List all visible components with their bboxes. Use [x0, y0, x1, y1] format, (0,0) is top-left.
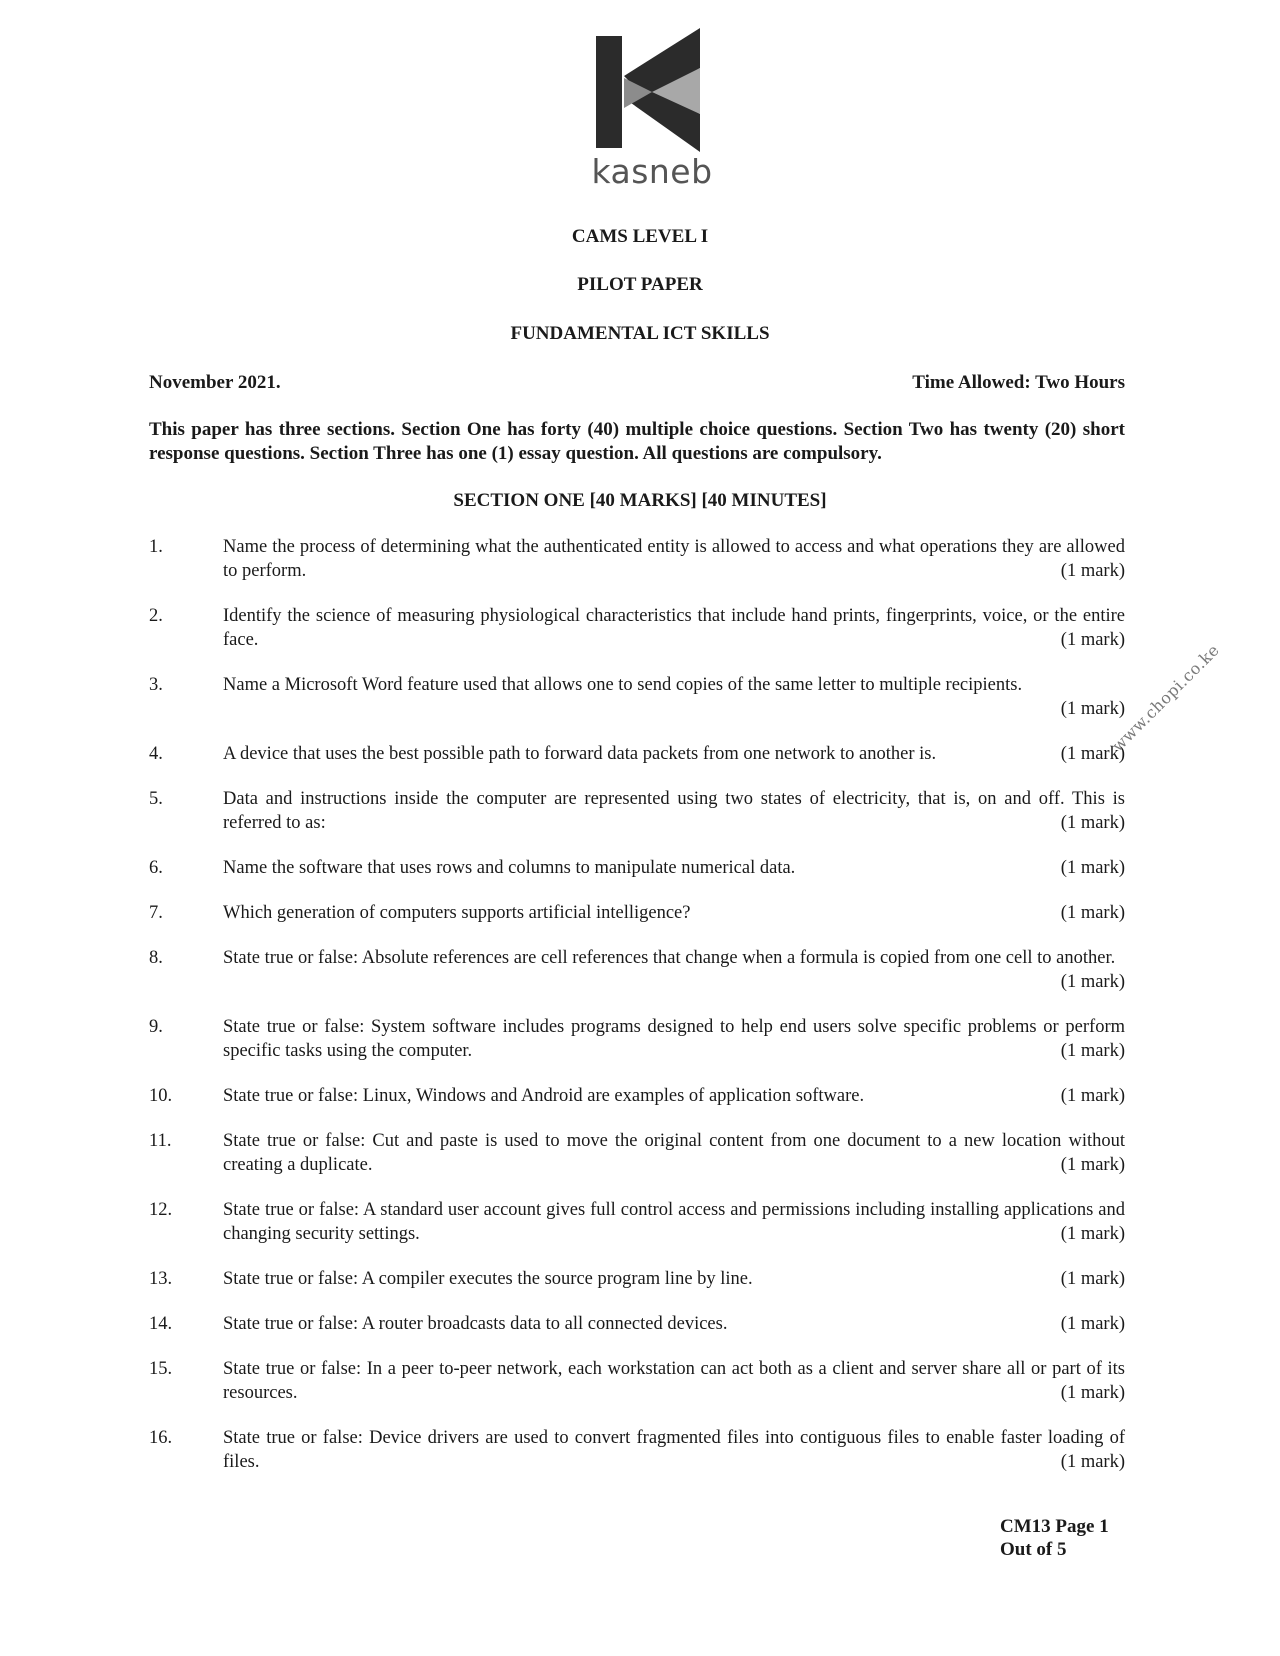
question-number: 8.: [149, 948, 163, 968]
question-text-block: [223, 1426, 1125, 1474]
question-item: [149, 535, 1125, 583]
question-text: Which generation of computers supports artificial intelligence?: [223, 903, 691, 923]
question-mark: (1 mark): [1060, 1269, 1125, 1289]
question-item: [149, 856, 1125, 880]
question-text: State true or false: A router broadcasts data to all connected devices.: [223, 1314, 728, 1334]
watermark-text: www.chopi.co.ke: [1108, 640, 1224, 756]
question-text-block: [223, 604, 1125, 652]
question-text: State true or false: A standard user account gives full control access and permissions including installing applications and changing security settings.: [223, 1200, 1125, 1244]
question-text: State true or false: Device drivers are used to convert fragmented files into contiguous files to enable faster loading of files.: [223, 1428, 1125, 1472]
question-text-block: [223, 535, 1125, 583]
question-text-block: [223, 1357, 1125, 1405]
question-number: 10.: [149, 1086, 173, 1106]
question-mark: (1 mark): [1060, 1383, 1125, 1403]
kasneb-logo: [590, 28, 714, 193]
question-item: [149, 1129, 1125, 1177]
instructions: This paper has three sections. Section One has forty (40) multiple choice questions. Section Two has twenty (20) short response questions. Section Three has one (1) essay question. All questions are compulsory.: [149, 419, 1125, 464]
question-mark: (1 mark): [1060, 1086, 1125, 1106]
question-number: 6.: [149, 858, 163, 878]
question-number: 7.: [149, 903, 163, 923]
question-text-block: [223, 1084, 1125, 1108]
question-text-block: [223, 673, 1125, 721]
question-number: 2.: [149, 606, 163, 626]
question-text: Data and instructions inside the computer are represented using two states of electricity, that is, on and off. This is referred to as:: [223, 789, 1125, 833]
question-item: [149, 787, 1125, 835]
exam-level: CAMS LEVEL I: [571, 226, 709, 247]
question-mark: (1 mark): [1060, 1224, 1125, 1244]
question-text-block: [223, 1267, 1125, 1291]
question-text: State true or false: Linux, Windows and Android are examples of application software.: [223, 1086, 865, 1106]
logo-wordmark: kasneb: [591, 152, 713, 191]
question-item: [149, 1084, 1125, 1108]
question-text: State true or false: Cut and paste is used to move the original content from one document to a new location without creating a duplicate.: [223, 1131, 1125, 1175]
question-mark: (1 mark): [1060, 1314, 1125, 1334]
question-item: [149, 604, 1125, 652]
question-item: [149, 1015, 1125, 1063]
question-item: [149, 673, 1125, 721]
question-mark: (1 mark): [1060, 699, 1125, 719]
page-total: Out of 5: [1000, 1539, 1067, 1560]
question-text-block: [223, 787, 1125, 835]
question-item: [149, 1426, 1125, 1474]
question-text-block: [223, 1312, 1125, 1336]
question-number: 14.: [149, 1314, 173, 1334]
question-text-block: [223, 1015, 1125, 1063]
question-text-block: [223, 1198, 1125, 1246]
question-text: State true or false: A compiler executes the source program line by line.: [223, 1269, 753, 1289]
question-text-block: [223, 856, 1125, 880]
question-number: 3.: [149, 675, 163, 695]
question-text: State true or false: System software includes programs designed to help end users solve specific problems or perform specific tasks using the computer.: [223, 1017, 1125, 1061]
question-item: [149, 901, 1125, 925]
question-text-block: [223, 901, 1125, 925]
question-item: [149, 946, 1125, 994]
page-number: CM13 Page 1: [1000, 1516, 1109, 1537]
question-number: 13.: [149, 1269, 173, 1289]
question-mark: (1 mark): [1060, 1155, 1125, 1175]
time-allowed: Time Allowed: Two Hours: [912, 372, 1125, 393]
exam-date: November 2021.: [149, 372, 281, 393]
question-number: 1.: [149, 537, 163, 557]
question-number: 12.: [149, 1200, 173, 1220]
question-item: [149, 1267, 1125, 1291]
question-text: State true or false: In a peer to-peer network, each workstation can act both as a client and server share all or part of its resources.: [223, 1359, 1125, 1403]
question-text-block: [223, 946, 1125, 994]
question-item: [149, 1312, 1125, 1336]
question-text: Identify the science of measuring physiological characteristics that include hand prints, fingerprints, voice, or the entire face.: [223, 606, 1125, 650]
question-number: 11.: [149, 1131, 172, 1151]
page-footer: [1000, 1515, 1109, 1561]
question-mark: (1 mark): [1060, 858, 1125, 878]
question-mark: (1 mark): [1060, 630, 1125, 650]
question-text: Name a Microsoft Word feature used that allows one to send copies of the same letter to multiple recipients.: [223, 675, 1023, 695]
question-mark: (1 mark): [1060, 813, 1125, 833]
question-item: [149, 1357, 1125, 1405]
question-text: Name the process of determining what the authenticated entity is allowed to access and what operations they are allowed to perform.: [223, 537, 1125, 581]
question-text-block: [223, 742, 1125, 766]
question-list: [149, 535, 1125, 1495]
paper-type: PILOT PAPER: [577, 274, 703, 295]
question-number: 9.: [149, 1017, 163, 1037]
kasneb-logo-icon: [590, 28, 714, 153]
question-number: 16.: [149, 1428, 173, 1448]
question-mark: (1 mark): [1060, 1041, 1125, 1061]
question-item: [149, 742, 1125, 766]
question-number: 5.: [149, 789, 163, 809]
question-text-block: [223, 1129, 1125, 1177]
question-mark: (1 mark): [1060, 903, 1125, 923]
question-text: State true or false: Absolute references are cell references that change when a formula is copied from one cell to another.: [223, 948, 1116, 968]
question-number: 4.: [149, 744, 163, 764]
question-item: [149, 1198, 1125, 1246]
question-mark: (1 mark): [1060, 561, 1125, 581]
question-mark: (1 mark): [1060, 972, 1125, 992]
question-mark: (1 mark): [1060, 1452, 1125, 1472]
question-number: 15.: [149, 1359, 173, 1379]
question-text: Name the software that uses rows and columns to manipulate numerical data.: [223, 858, 796, 878]
question-text: A device that uses the best possible path to forward data packets from one network to another is.: [223, 744, 937, 764]
subject-title: FUNDAMENTAL ICT SKILLS: [510, 323, 770, 344]
section-heading: SECTION ONE [40 MARKS] [40 MINUTES]: [453, 490, 827, 511]
question-mark: (1 mark): [1060, 744, 1125, 764]
